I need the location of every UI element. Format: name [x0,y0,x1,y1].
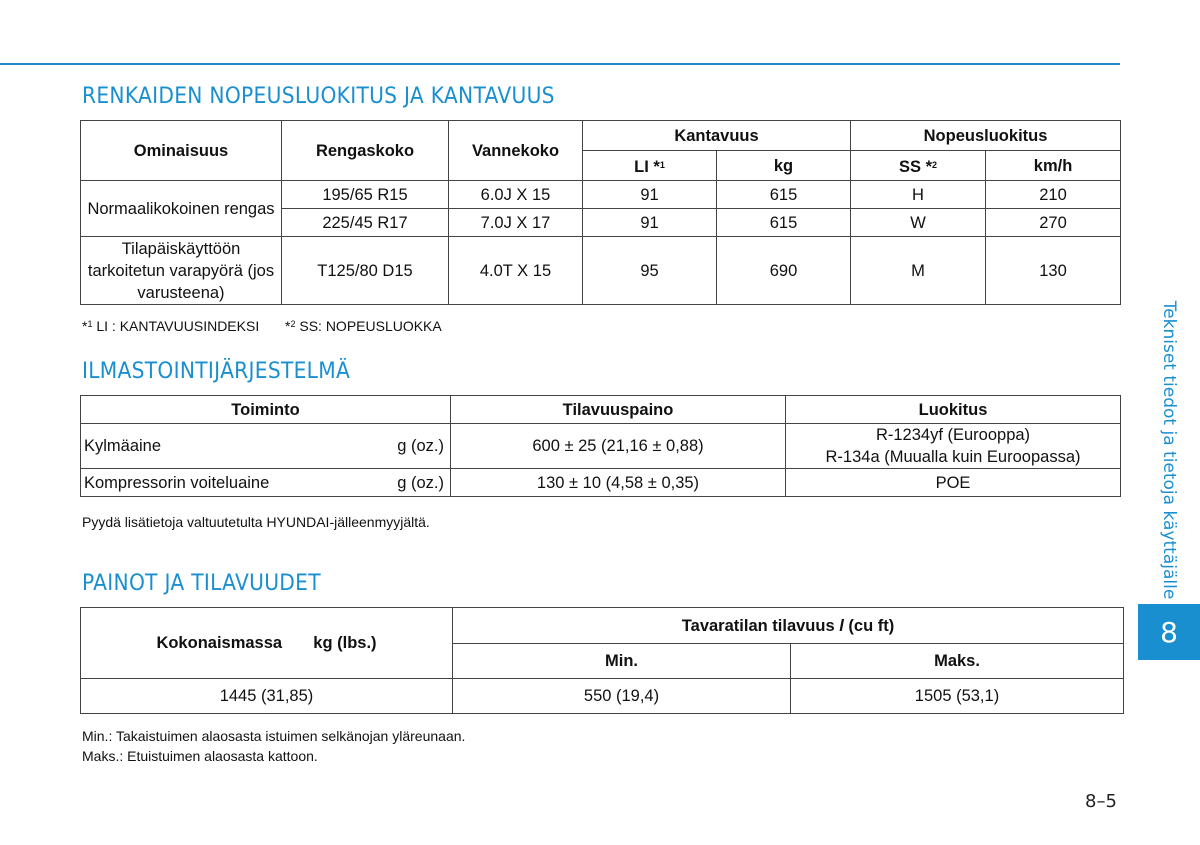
cell-li: 95 [583,237,717,305]
cell-ss: W [851,209,986,237]
cell-rim: 7.0J X 17 [449,209,583,237]
cell-class: POE [786,469,1121,497]
header-class: Luokitus [786,396,1121,424]
cell-li: 91 [583,209,717,237]
table-row [81,181,1121,209]
cell-rim: 4.0T X 15 [449,237,583,305]
cell-tire: T125/80 D15 [282,237,449,305]
header-ss: SS *$^2$ [851,151,986,181]
chapter-number-tab: 8 [1138,604,1200,660]
ac-section-title: ILMASTOINTIJÄRJESTELMÄ [82,359,351,384]
tire-table [80,120,1121,305]
table-row [81,424,1121,469]
cell-kmh: 130 [986,237,1121,305]
cell-tire: 225/45 R17 [282,209,449,237]
cell-kg: 615 [717,181,851,209]
table-row [81,679,1124,714]
weights-note-max: Maks.: Etuistuimen alaosasta kattoon. [82,748,318,764]
page-number: 8–5 [1085,791,1117,812]
tire-footnotes: *$^1$ LI : KANTAVUUSINDEKSI *$^2$ SS: NOPEUSLUOKKA [82,318,442,334]
cell-rim: 6.0J X 15 [449,181,583,209]
cell-function: Kylmäaine g (oz.) [81,424,451,469]
weights-table [80,607,1124,714]
weights-section-title: PAINOT JA TILAVUUDET [82,571,321,596]
header-volume: Tilavuuspaino [451,396,786,424]
header-feature: Ominaisuus [81,121,282,181]
chapter-side-title: Tekniset tiedot ja tietoja käyttäjälle [1159,300,1179,600]
cell-tire: 195/65 R15 [282,181,449,209]
cell-function: Kompressorin voiteluaine g (oz.) [81,469,451,497]
tires-section-title: RENKAIDEN NOPEUSLUOKITUS JA KANTAVUUS [82,84,555,109]
header-kg: kg [717,151,851,181]
header-function: Toiminto [81,396,451,424]
cell-volume: 130 ± 10 (4,58 ± 0,35) [451,469,786,497]
cell-max: 1505 (53,1) [791,679,1124,714]
cell-min: 550 (19,4) [453,679,791,714]
cell-li: 91 [583,181,717,209]
header-rim-size: Vannekoko [449,121,583,181]
header-gross-mass: Kokonaismassa kg (lbs.) [81,608,453,679]
cell-kmh: 270 [986,209,1121,237]
cell-kmh: 210 [986,181,1121,209]
header-min: Min. [453,644,791,679]
header-load: Kantavuus [583,121,851,151]
spare-tire-label: Tilapäiskäyttöön tarkoitetun varapyörä (jos varusteena) [81,237,282,305]
cell-kg: 690 [717,237,851,305]
ac-note: Pyydä lisätietoja valtuutetulta HYUNDAI-jälleenmyyjältä. [82,514,430,530]
header-li: LI *$^1$ [583,151,717,181]
cell-volume: 600 ± 25 (21,16 ± 0,88) [451,424,786,469]
table-row [81,237,1121,305]
cell-class: R-1234yf (Eurooppa) R-134a (Muualla kuin Euroopassa) [786,424,1121,469]
top-divider [0,63,1120,65]
header-kmh: km/h [986,151,1121,181]
cell-ss: M [851,237,986,305]
ac-table [80,395,1121,497]
header-max: Maks. [791,644,1124,679]
cell-ss: H [851,181,986,209]
header-speed: Nopeusluokitus [851,121,1121,151]
header-cargo-volume: Tavaratilan tilavuus l (cu ft) [453,608,1124,644]
normal-tire-label: Normaalikokoinen rengas [81,181,282,237]
weights-note-min: Min.: Takaistuimen alaosasta istuimen selkänojan yläreunaan. [82,728,466,744]
table-row [81,469,1121,497]
cell-gross: 1445 (31,85) [81,679,453,714]
header-tire-size: Rengaskoko [282,121,449,181]
cell-kg: 615 [717,209,851,237]
